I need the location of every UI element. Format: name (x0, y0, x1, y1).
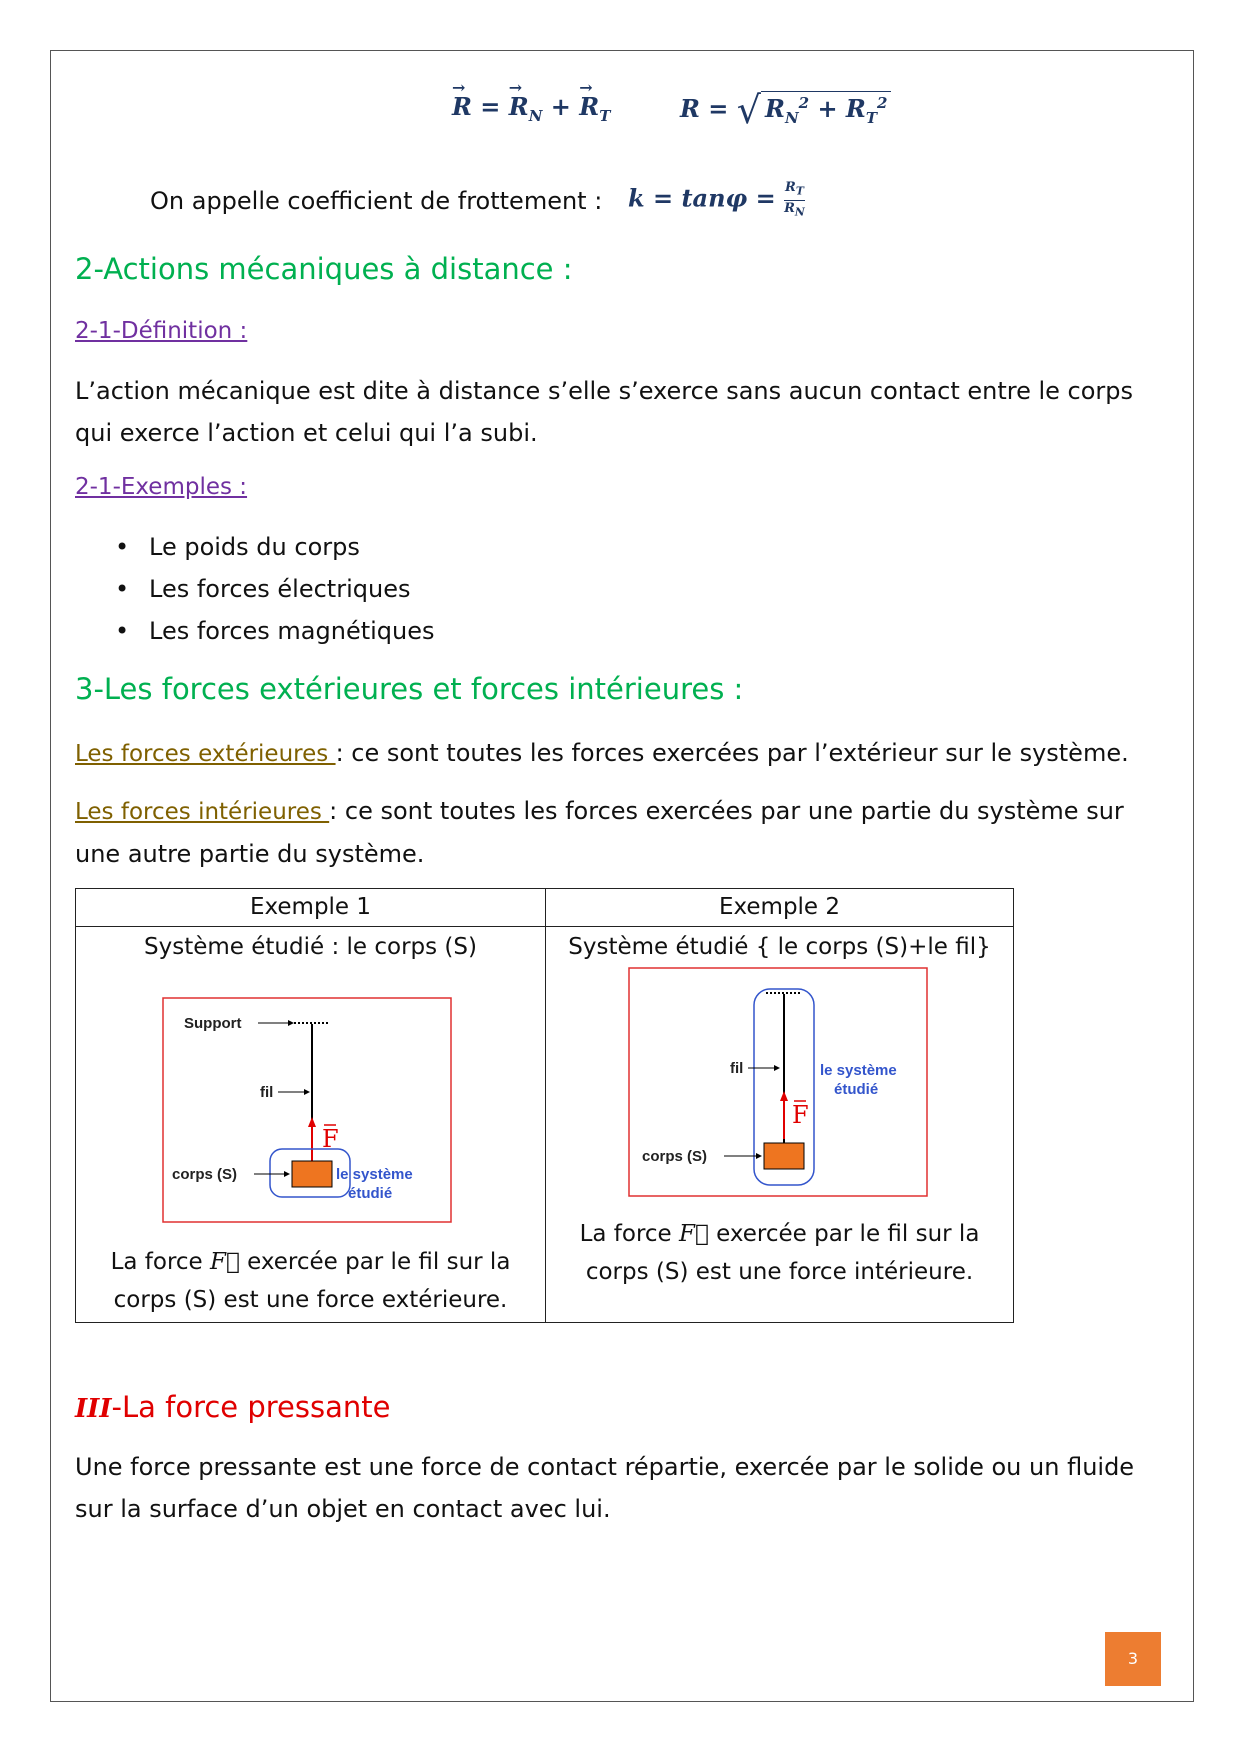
section-iii-heading: -La force pressante (111, 1390, 391, 1424)
list-item: • Les forces magnétiques (75, 610, 975, 652)
force-pressante-text: Une force pressante est une force de contact répartie, exercée par le solide ou un fluide sur la surface d’un objet en contact avec lui. (75, 1453, 1135, 1523)
fil-label-1: fil (260, 1084, 274, 1101)
section-iii-numeral: III (75, 1394, 112, 1424)
page-number: 3 (1105, 1632, 1161, 1686)
caption-example-2: La force F⃗ exercée par le fil sur la corps (S) est une force intérieure. (579, 1221, 980, 1285)
system-figure-label-1a: le système (336, 1166, 413, 1183)
list-item: • Le poids du corps (75, 526, 975, 568)
figure-2 (628, 967, 928, 1203)
corps-label-1: corps (S) (172, 1166, 238, 1183)
force-label-2: F (792, 1101, 809, 1129)
force-label-1: F (322, 1125, 339, 1153)
examples-title: 2-1-Exemples : (75, 474, 248, 500)
support-label: Support (184, 1015, 242, 1032)
corps-label-2: corps (S) (642, 1148, 708, 1165)
internal-forces-paragraph (75, 790, 1155, 875)
figure-1 (162, 997, 462, 1233)
external-forces-paragraph (75, 732, 1155, 775)
caption-example-1: La force F⃗ exercée par le fil sur la corps (S) est une force extérieure. (110, 1249, 511, 1313)
external-forces-text: : ce sont toutes les forces exercées par l’extérieur sur le système. (335, 739, 1129, 767)
definition-text: L’action mécanique est dite à distance s’elle s’exerce sans aucun contact entre le corps qui exerce l’action et celui qui l’a subi. (75, 377, 1134, 447)
table-cell-example-2 (546, 927, 1014, 1323)
equation-vector-sum: → R = → $R_N$ + → $R_T$ (452, 92, 610, 125)
examples-table (75, 888, 1014, 1323)
table-cell-example-1 (76, 927, 546, 1323)
table-header-example-1: Exemple 1 (76, 889, 546, 927)
equation-norm: R = √ $R_N^2 + R_T^2$ (680, 88, 891, 132)
system-label-2: Système étudié { le corps (S)+le fil} (568, 934, 991, 960)
definition-title: 2-1-Définition : (75, 318, 248, 344)
system-figure-label-1b: étudié (348, 1185, 393, 1202)
internal-forces-label: Les forces intérieures (75, 799, 330, 825)
system-label-1: Système étudié : le corps (S) (144, 934, 477, 960)
section-2-title: 2-Actions mécaniques à distance : (75, 252, 573, 286)
list-item: • Les forces électriques (75, 568, 975, 610)
system-figure-label-2a: le système (820, 1062, 897, 1079)
coefficient-formula: k = tanφ = $\frac{R_T}{R_N}$ (628, 180, 805, 219)
coefficient-label: On appelle coefficient de frottement : (150, 187, 603, 215)
internal-forces-text: : ce sont toutes les forces exercées par une partie du système sur une autre partie du système. (75, 797, 1124, 868)
table-header-example-2: Exemple 2 (546, 889, 1014, 927)
fil-label-2: fil (730, 1060, 744, 1077)
external-forces-label: Les forces extérieures (75, 741, 336, 767)
examples-list (75, 526, 975, 652)
system-figure-label-2b: étudié (834, 1081, 879, 1098)
section-3-title: 3-Les forces extérieures et forces intérieures : (75, 672, 744, 706)
section-iii-title (75, 1390, 390, 1424)
